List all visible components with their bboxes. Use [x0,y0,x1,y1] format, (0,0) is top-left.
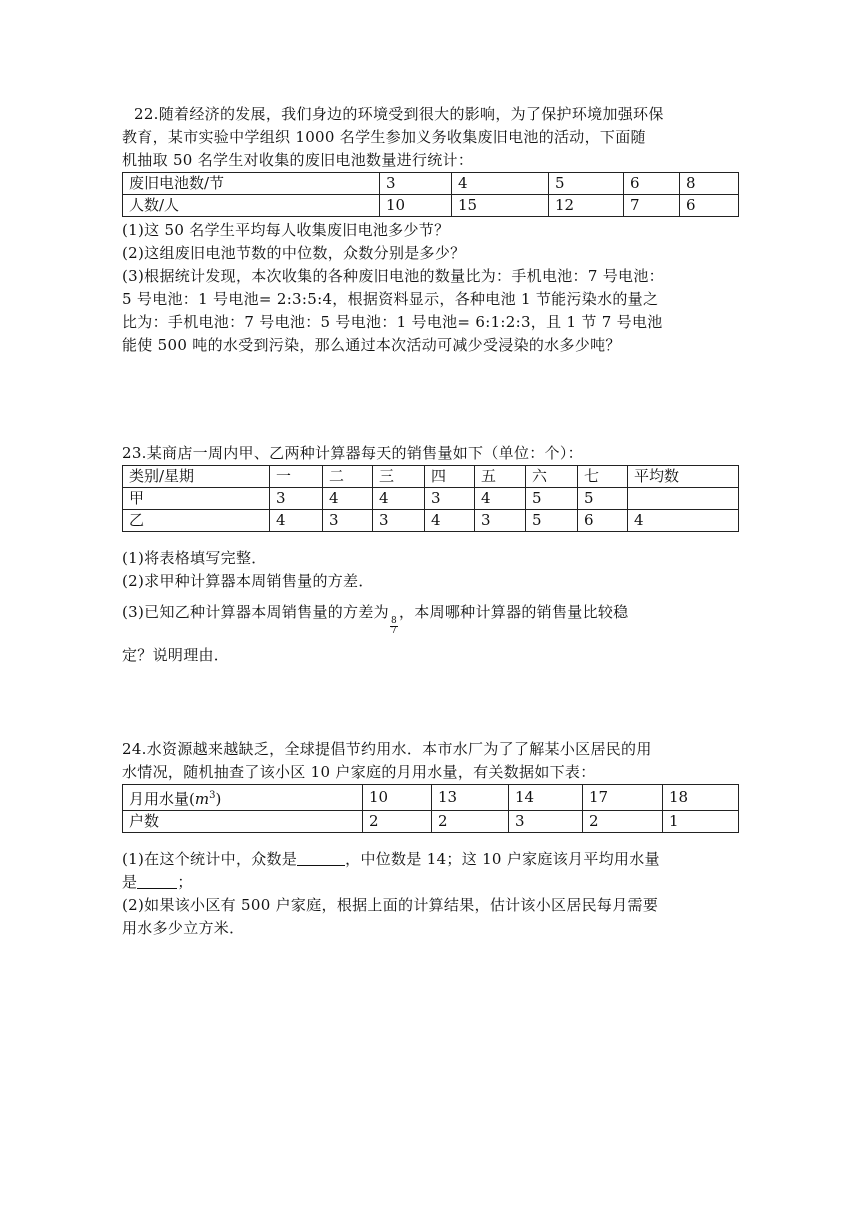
table-cell: 废旧电池数/节 [123,173,380,195]
table-cell: 3 [380,173,452,195]
table-cell: 4 [628,510,739,532]
table-cell [123,785,363,811]
mode-answer-blank[interactable] [297,851,345,866]
table-cell: 乙 [123,510,270,532]
q23-part-1: (1)将表格填写完整． [122,549,267,567]
unit-m: m [194,790,210,808]
q23-intro: 23.某商店一周内甲、乙两种计算器每天的销售量如下（单位：个）： [122,444,583,462]
q24-part-1-line-2-pre: 是 [122,873,138,891]
q24-part-1-post: ，中位数是 14；这 10 户家庭该月平均用水量 [345,850,660,868]
table-header-cell: 七 [578,466,628,488]
table-cell: 6 [680,195,739,217]
table-header-cell: 五 [475,466,526,488]
q22-part-2: (2)这组废旧电池节数的中位数，众数分别是多少？ [122,244,466,262]
q23-part-2: (2)求甲种计算器本周销售量的方差． [122,572,374,590]
variance-fraction [390,617,398,636]
table-cell: 10 [380,195,452,217]
q22-intro-line-2: 教育，某市实验中学组织 1000 名学生参加义务收集废旧电池的活动，下面随 [122,128,646,146]
table-row [123,173,739,195]
table-cell: 6 [578,510,628,532]
table-cell-empty [628,488,739,510]
mean-answer-blank[interactable] [137,874,177,889]
table-cell: 1 [663,811,739,833]
table-row [123,811,739,833]
q23-part-3-post: ，本周哪种计算器的销售量比较稳 [398,603,629,621]
fraction-denominator: 7 [390,626,397,636]
q22-part-3-line-4: 能使 500 吨的水受到污染，那么通过本次活动可减少受浸染的水多少吨？ [122,336,621,354]
table-cell: 4 [270,510,323,532]
q22-intro-line-3: 机抽取 50 名学生对收集的废旧电池数量进行统计： [122,151,474,169]
table-header-cell: 三 [373,466,425,488]
table-header-cell: 平均数 [628,466,739,488]
q22-part-3-line-3: 比为：手机电池：7 号电池：5 号电池：1 号电池= 6:1:2:3，且 1 节 7 号电池 [122,313,663,331]
table-cell: 2 [363,811,432,833]
table-cell: 3 [425,488,475,510]
table-cell: 3 [270,488,323,510]
table-cell: 12 [549,195,624,217]
table-cell: 2 [583,811,663,833]
table-row [123,785,739,811]
table-row [123,195,739,217]
unit-exponent: 3 [209,790,216,801]
q24-part-1-line-2-post: ； [177,873,193,891]
question-23 [122,442,738,667]
q23-part-3-line-2: 定？说明理由． [122,646,230,664]
table-header-cell: 一 [270,466,323,488]
table-cell: 14 [509,785,583,811]
table-header-cell: 六 [526,466,578,488]
table-cell: 7 [624,195,680,217]
q24-part-1-pre: (1)在这个统计中，众数是 [122,850,298,868]
q22-part-1: (1)这 50 名学生平均每人收集废旧电池多少节？ [122,221,450,239]
q22-part-3-line-2: 5 号电池：1 号电池= 2:3:5:4，根据资料显示，各种电池 1 节能污染水的量之 [122,290,659,308]
table-cell: 5 [526,510,578,532]
table-cell: 18 [663,785,739,811]
table-cell: 3 [509,811,583,833]
question-22 [122,103,738,357]
table-cell: 甲 [123,488,270,510]
q23-part-3 [122,599,738,636]
table-cell: 3 [323,510,373,532]
table-cell: 8 [680,173,739,195]
water-label-post: ) [215,790,222,808]
fraction-numerator: 8 [390,616,397,626]
q24-part-1 [122,848,738,871]
table-cell: 17 [583,785,663,811]
table-cell: 4 [373,488,425,510]
table-header-cell: 四 [425,466,475,488]
q24-water-table [122,784,739,833]
water-label-pre: 月用水量( [129,790,195,808]
table-row [123,466,739,488]
q24-part-1-line-2 [122,871,738,894]
table-cell: 5 [526,488,578,510]
q22-intro-line-1: 22.随着经济的发展，我们身边的环境受到很大的影响，为了保护环境加强环保 [134,105,664,123]
table-row [123,510,739,532]
table-cell: 13 [432,785,509,811]
question-24 [122,738,738,940]
q24-part-2: (2)如果该小区有 500 户家庭，根据上面的计算结果，估计该小区居民每月需要 [122,896,659,914]
table-cell: 4 [425,510,475,532]
table-cell: 3 [373,510,425,532]
q22-battery-table [122,172,739,217]
table-header-cell: 二 [323,466,373,488]
table-cell: 5 [549,173,624,195]
table-cell: 户数 [123,811,363,833]
q22-part-3-line-1: (3)根据统计发现，本次收集的各种废旧电池的数量比为：手机电池：7 号电池： [122,267,664,285]
table-cell: 6 [624,173,680,195]
q23-part-3-pre: (3)已知乙种计算器本周销售量的方差为 [122,603,389,621]
q24-intro-line-1: 24.水资源越来越缺乏，全球提倡节约用水．本市水厂为了了解某小区居民的用 [122,740,652,758]
table-cell: 5 [578,488,628,510]
table-header-cell: 类别/星期 [123,466,270,488]
table-cell: 4 [475,488,526,510]
table-cell: 15 [452,195,549,217]
table-cell: 2 [432,811,509,833]
table-cell: 3 [475,510,526,532]
table-cell: 人数/人 [123,195,380,217]
table-row [123,488,739,510]
q24-intro-line-2: 水情况，随机抽查了该小区 10 户家庭的月用水量，有关数据如下表： [122,763,596,781]
q23-sales-table [122,465,739,532]
table-cell: 10 [363,785,432,811]
table-cell: 4 [323,488,373,510]
table-cell: 4 [452,173,549,195]
q24-part-2-line-2: 用水多少立方米． [122,919,245,937]
